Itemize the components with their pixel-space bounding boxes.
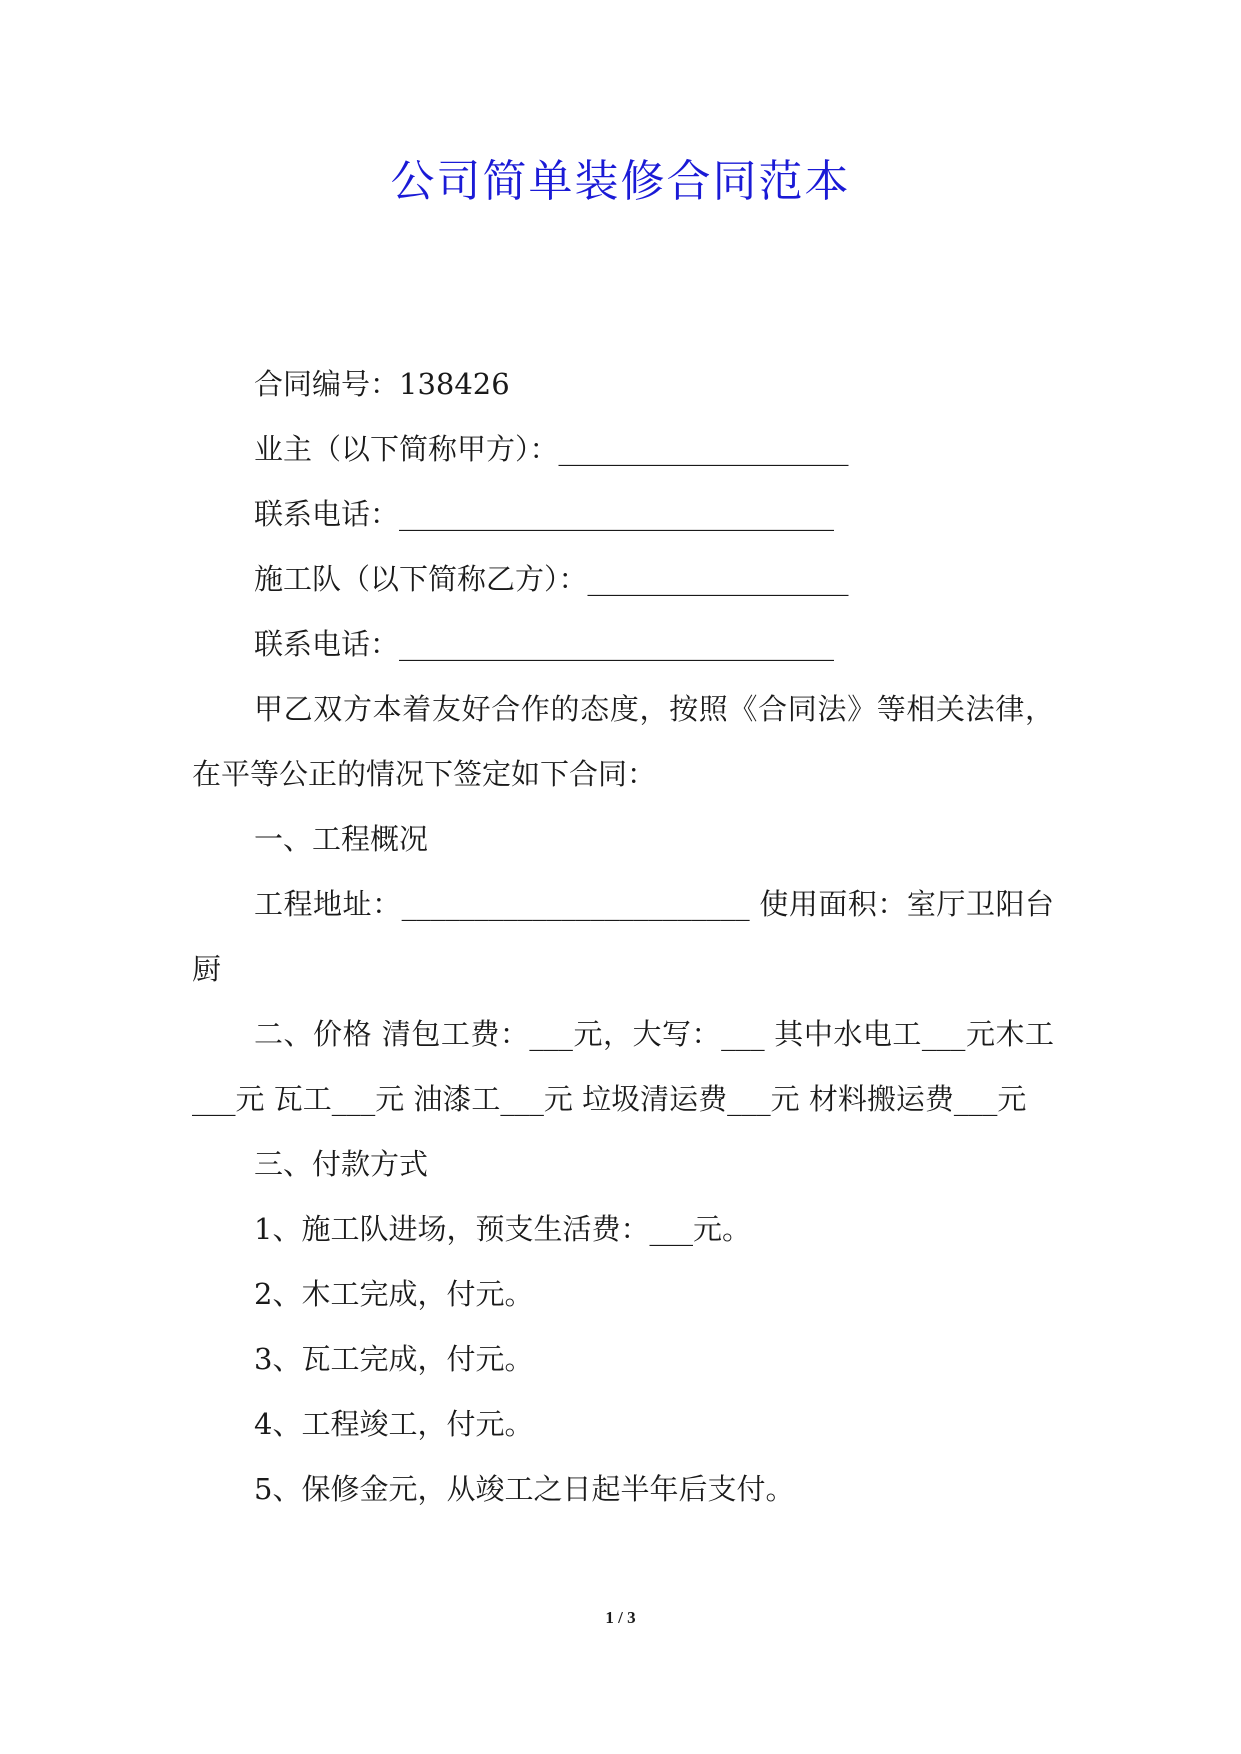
contractor-phone-line: 联系电话：______________________________ [254, 627, 835, 661]
price-paragraph: 二、价格 清包工费：___元，大写：___ 其中水电工___元木工___元 瓦工___元 油漆工___元 垃圾清运费___元 材料搬运费___元 [192, 1017, 1054, 1116]
document-body [192, 352, 1054, 1522]
document-title: 公司简单装修合同范本 [390, 156, 851, 207]
owner-party-line: 业主（以下简称甲方）：____________________ [254, 432, 849, 466]
owner-phone-line: 联系电话：______________________________ [254, 497, 835, 531]
payment-item-4: 4、工程竣工，付元。 [254, 1407, 534, 1441]
payment-item-5: 5、保修金元，从竣工之日起半年后支付。 [254, 1472, 795, 1506]
payment-item-2: 2、木工完成，付元。 [254, 1277, 534, 1311]
payment-item-1: 1、施工队进场，预支生活费：___元。 [254, 1212, 751, 1246]
project-address-paragraph: 工程地址：________________________ 使用面积：室厅卫阳台厨 [192, 887, 1054, 986]
section-heading-overview: 一、工程概况 [254, 822, 429, 856]
section-heading-payment: 三、付款方式 [254, 1147, 429, 1181]
page-indicator: 1 / 3 [605, 1608, 636, 1627]
payment-item-3: 3、瓦工完成，付元。 [254, 1342, 534, 1376]
contractor-party-line: 施工队（以下简称乙方）：__________________ [254, 562, 849, 596]
preamble-paragraph: 甲乙双方本着友好合作的态度，按照《合同法》等相关法律，在平等公正的情况下签定如下合同： [192, 692, 1054, 791]
contract-number: 合同编号：138426 [254, 367, 510, 401]
